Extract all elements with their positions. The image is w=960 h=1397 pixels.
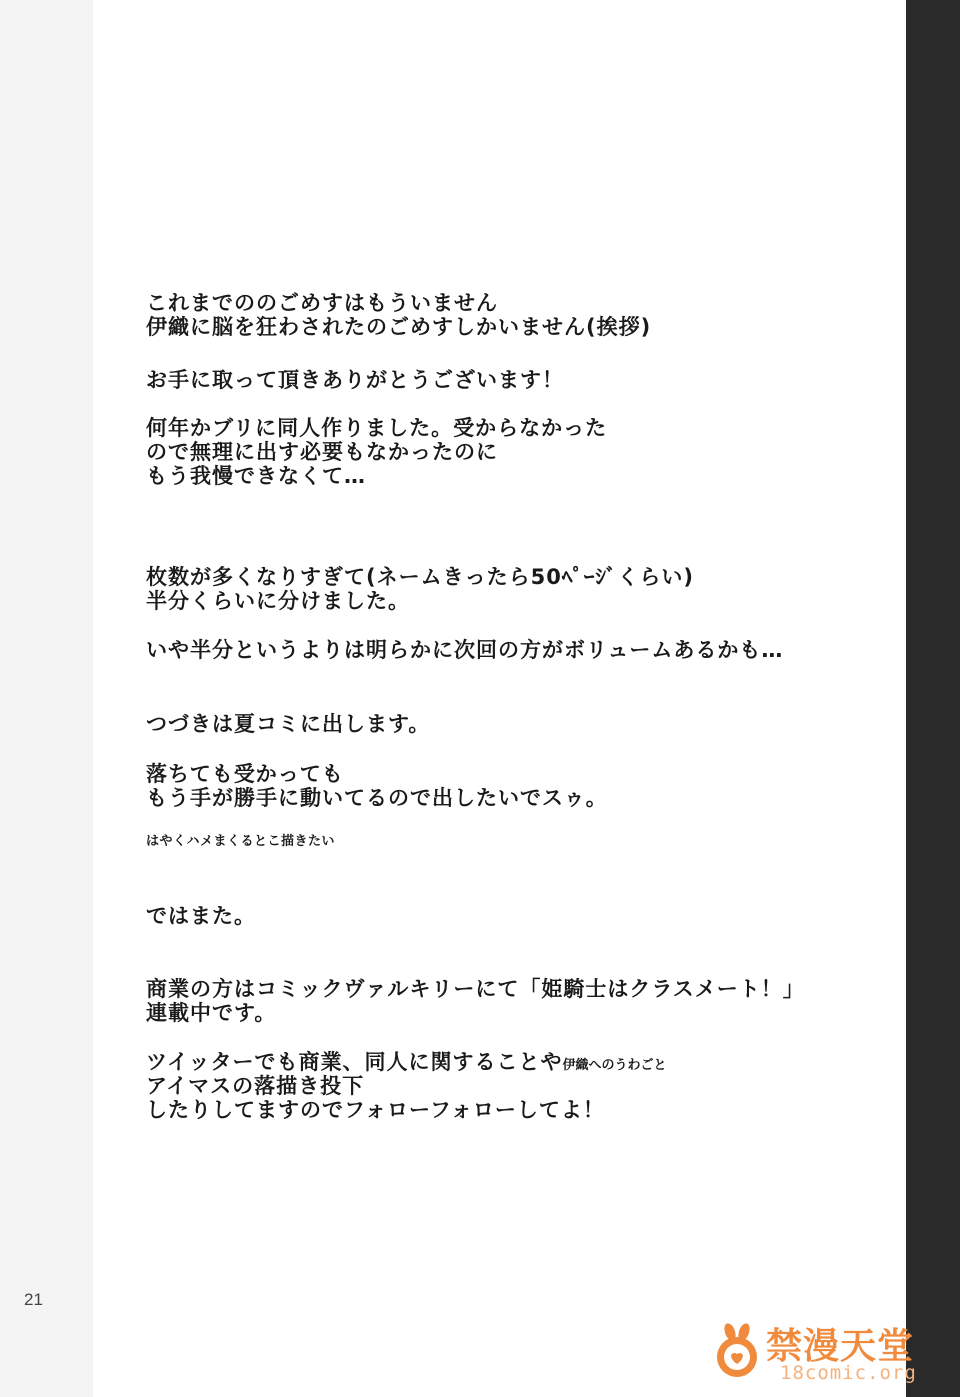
watermark-title: 禁漫天堂 <box>766 1326 915 1367</box>
paragraph-4 <box>146 565 694 613</box>
paragraph-6 <box>146 712 430 736</box>
text-line: ので無理に出す必要もなかったのに <box>146 440 498 464</box>
text-line: ではまた。 <box>146 904 256 928</box>
text-line: 伊織に脳を狂わされたのごめすしかいません(挨拶) <box>146 315 652 339</box>
text-line: もう手が勝手に動いてるので出したいでスゥ。 <box>146 786 608 810</box>
right-scan-edge <box>906 0 960 1397</box>
watermark-url: 18comic.org <box>780 1362 917 1384</box>
text-line: 落ちても受かっても <box>146 762 344 786</box>
text-line: お手に取って頂きありがとうございます！ <box>146 368 564 392</box>
text-line: つづきは夏コミに出します。 <box>146 712 431 736</box>
left-scan-margin <box>0 0 93 1397</box>
paragraph-3 <box>146 416 607 488</box>
text-line: したりしてますのでフォローフォローしてよ！ <box>146 1098 605 1122</box>
text-line: 半分くらいに分けました。 <box>146 589 410 613</box>
text-line: 枚数が多くなりすぎて(ネームきったら50ﾍﾟｰｼﾞくらい) <box>146 565 694 589</box>
paragraph-1 <box>146 291 651 339</box>
watermark <box>708 1318 923 1393</box>
paragraph-11 <box>146 1050 667 1122</box>
text-line-main: ツイッターでも商業、同人に関することや <box>146 1050 563 1074</box>
text-line: これまでののごめすはもういません <box>146 291 498 315</box>
text-line <box>146 1050 667 1074</box>
text-line: アイマスの落描き投下 <box>146 1074 365 1098</box>
document-page <box>93 0 906 1397</box>
paragraph-2 <box>146 368 564 392</box>
paragraph-7 <box>146 762 608 810</box>
text-line: もう我慢できなくて… <box>146 464 366 488</box>
text-line: 何年かブリに同人作りました。受からなかった <box>146 416 608 440</box>
text-line: いや半分というよりは明らかに次回の方がボリュームあるかも… <box>146 638 784 662</box>
paragraph-5 <box>146 638 783 662</box>
small-text-line: はやくハメまくるとこ描きたい <box>146 834 336 849</box>
paragraph-8 <box>146 833 335 851</box>
paragraph-9 <box>146 904 256 928</box>
bunny-logo-icon <box>708 1322 768 1382</box>
page-number: 21 <box>24 1290 43 1309</box>
text-line: 連載中です。 <box>146 1001 277 1025</box>
inline-small-text: 伊織へのうわごと <box>562 1058 667 1073</box>
paragraph-10 <box>146 977 805 1025</box>
text-line: 商業の方はコミックヴァルキリーにて「姫騎士はクラスメート！」 <box>146 977 805 1001</box>
